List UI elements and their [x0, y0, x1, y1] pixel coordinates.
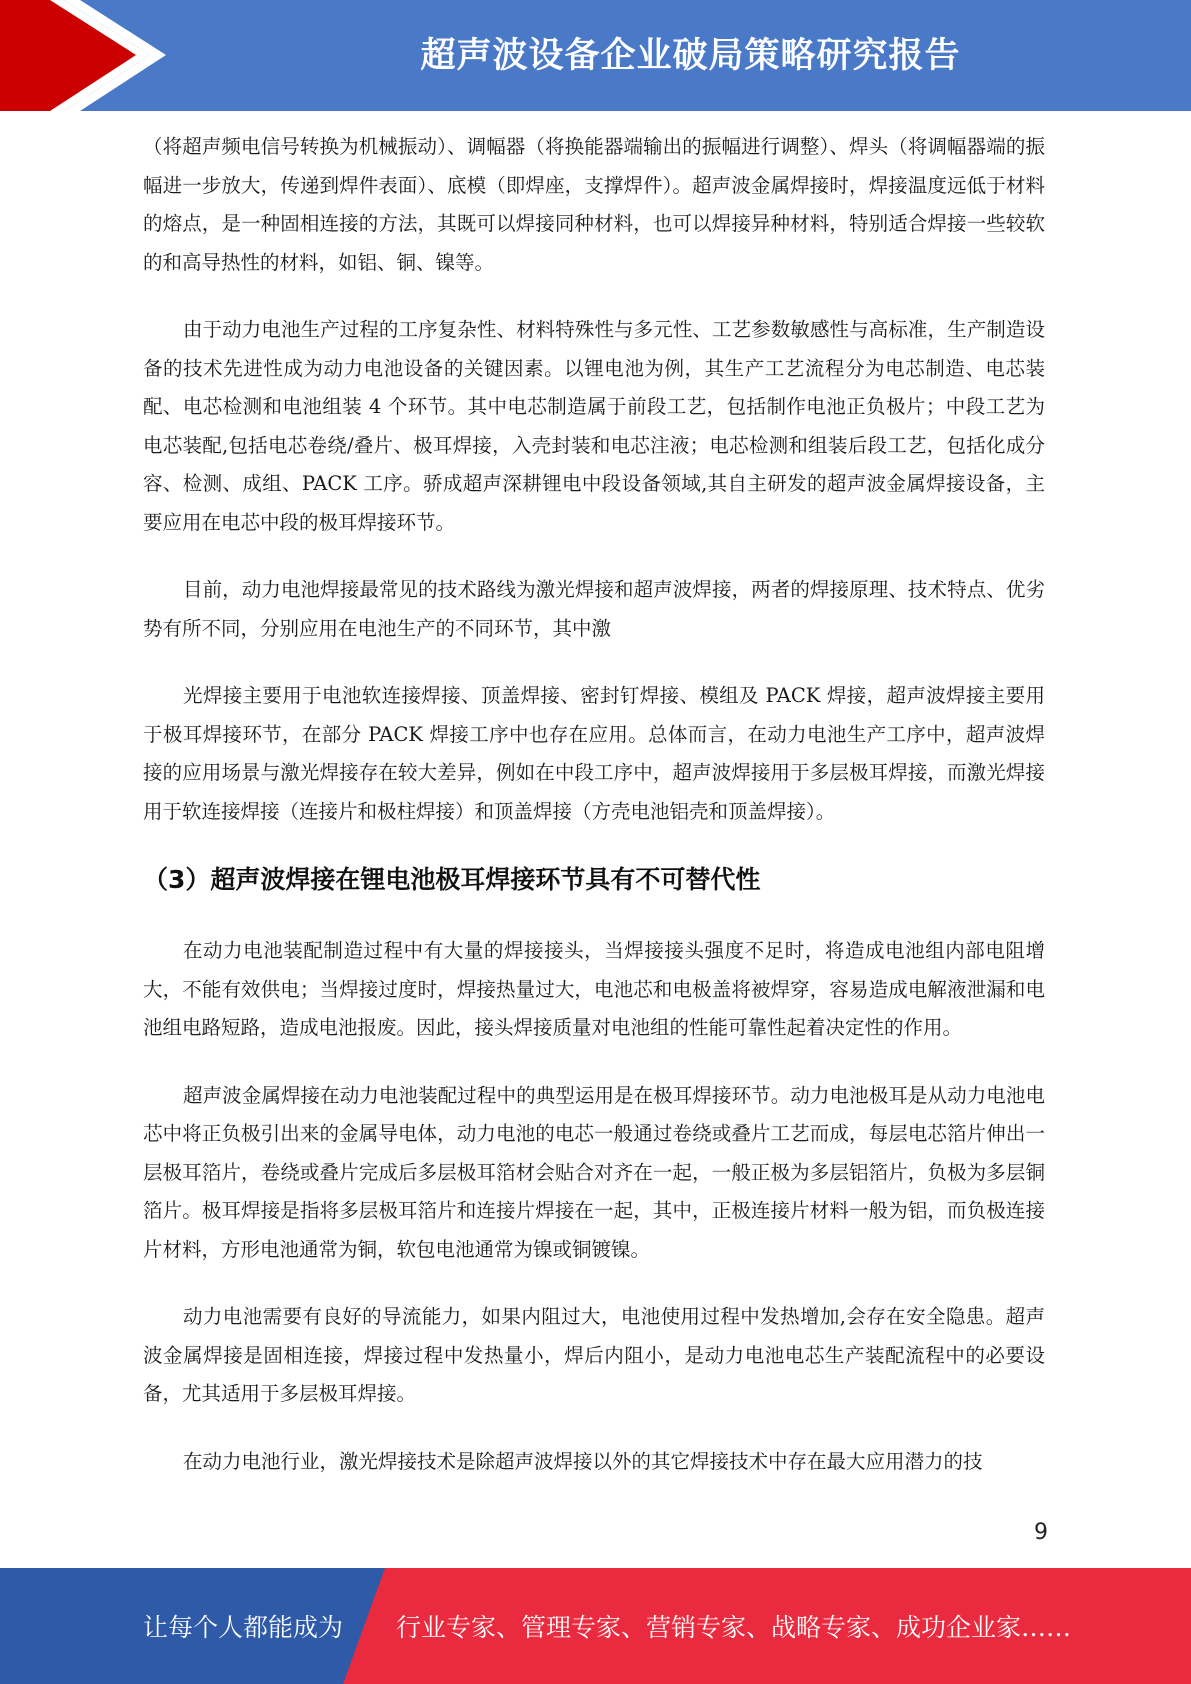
page-footer [0, 1568, 1191, 1684]
footer-slogan-right: 行业专家、管理专家、营销专家、战略专家、成功企业家…… [396, 1613, 1072, 1642]
section-heading: （3）超声波焊接在锂电池极耳焊接环节具有不可替代性 [143, 865, 761, 894]
paragraph-6: 超声波金属焊接在动力电池装配过程中的典型运用是在极耳焊接环节。动力电池极耳是从动力电池电芯中将正负极引出来的金属导电体，动力电池的电芯一般通过卷绕或叠片工艺而成，每层电芯箔片伸出一层极耳箔片，卷绕或叠片完成后多层极耳箔材会贴合对齐在一起，一般正极为多层铝箔片，负极为多层铜箔片。极耳焊接是指将多层极耳箔片和连接片焊接在一起，其中，正极连接片材料一般为铝，而负极连接片材料，方形电池通常为铜，软包电池通常为镍或铜镀镍。 [143, 1083, 1045, 1261]
body-content [143, 128, 1045, 1510]
paragraph-7: 动力电池需要有良好的导流能力，如果内阻过大，电池使用过程中发热增加,会存在安全隐患。超声波金属焊接是固相连接，焊接过程中发热量小，焊后内阻小，是动力电池电芯生产装配流程中的必要设备，尤其适用于多层极耳焊接。 [143, 1305, 1045, 1405]
paragraph-5: 在动力电池装配制造过程中有大量的焊接接头，当焊接接头强度不足时，将造成电池组内部电阻增大，不能有效供电；当焊接过度时，焊接热量过大，电池芯和电极盖将被焊穿，容易造成电解液泄漏和电池组电路短路，造成电池报废。因此，接头焊接质量对电池组的性能可靠性起着决定性的作用。 [143, 939, 1045, 1039]
paragraph-8: 在动力电池行业，激光焊接技术是除超声波焊接以外的其它焊接技术中存在最大应用潜力的技 [183, 1449, 983, 1473]
page-header [0, 0, 1191, 111]
page-number: 9 [1034, 1520, 1048, 1545]
report-title: 超声波设备企业破局策略研究报告 [420, 35, 961, 76]
paragraph-3: 目前，动力电池焊接最常见的技术路线为激光焊接和超声波焊接，两者的焊接原理、技术特点、优劣势有所不同，分别应用在电池生产的不同环节，其中激 [143, 578, 1045, 640]
paragraph-2: 由于动力电池生产过程的工序复杂性、材料特殊性与多元性、工艺参数敏感性与高标准，生产制造设备的技术先进性成为动力电池设备的关键因素。以锂电池为例，其生产工艺流程分为电芯制造、电芯装配、电芯检测和电池组装 4 个环节。其中电芯制造属于前段工艺，包括制作电池正负极片；中段工艺为电芯装配,包括电芯卷绕/叠片、极耳焊接，入壳封装和电芯注液；电芯检测和组装后段工艺，包括化成分容、检测、成组、PACK 工序。骄成超声深耕锂电中段设备领域,其自主研发的超声波金属焊接设备，主要应用在电芯中段的极耳焊接环节。 [143, 318, 1045, 534]
paragraph-1: （将超声频电信号转换为机械振动）、调幅器（将换能器端输出的振幅进行调整）、焊头（将调幅器端的振幅进一步放大，传递到焊件表面）、底模（即焊座，支撑焊件）。超声波金属焊接时，焊接温度远低于材料的熔点，是一种固相连接的方法，其既可以焊接同种材料，也可以焊接异种材料，特别适合焊接一些较软的和高导热性的材料，如铝、铜、镍等。 [143, 135, 1045, 274]
footer-slogan-left: 让每个人都能成为 [143, 1613, 344, 1642]
paragraph-4: 光焊接主要用于电池软连接焊接、顶盖焊接、密封钉焊接、模组及 PACK 焊接，超声波焊接主要用于极耳焊接环节，在部分 PACK 焊接工序中也存在应用。总体而言，在动力电池生产工序中，超声波焊接的应用场景与激光焊接存在较大差异，例如在中段工序中，超声波焊接用于多层极耳焊接，而激光焊接用于软连接焊接（连接片和极柱焊接）和顶盖焊接（方壳电池铝壳和顶盖焊接）。 [143, 684, 1045, 823]
